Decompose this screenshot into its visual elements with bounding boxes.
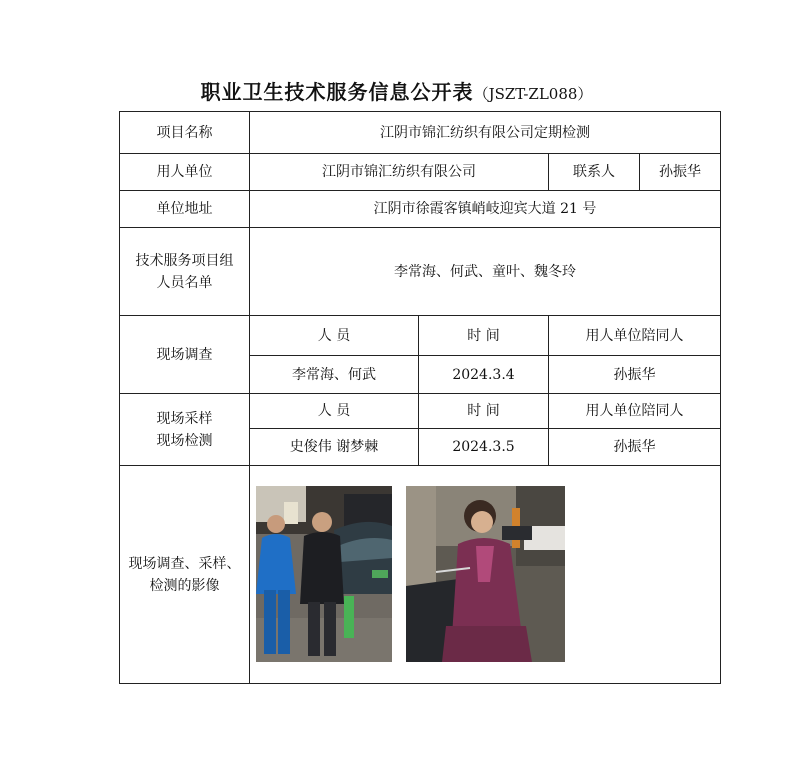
survey-escort: 孙振华 xyxy=(549,356,721,394)
address-label: 单位地址 xyxy=(120,191,250,228)
employer-value: 江阴市锦汇纺织有限公司 xyxy=(250,154,549,191)
sampling-time: 2024.3.5 xyxy=(419,429,549,466)
row-team xyxy=(120,228,721,316)
sampling-label xyxy=(120,394,250,466)
survey-header-time: 时 间 xyxy=(419,316,549,356)
address-value: 江阴市徐霞客镇峭岐迎宾大道 21 号 xyxy=(250,191,721,228)
site-photo-workers xyxy=(256,486,392,662)
employer-label: 用人单位 xyxy=(120,154,250,191)
row-address xyxy=(120,191,721,228)
photos-label: 现场调查、采样、检测的影像 xyxy=(120,466,250,684)
survey-header-person: 人 员 xyxy=(250,316,419,356)
row-survey-header xyxy=(120,316,721,356)
sampling-escort: 孙振华 xyxy=(549,429,721,466)
survey-label: 现场调查 xyxy=(120,316,250,394)
survey-time: 2024.3.4 xyxy=(419,356,549,394)
team-value: 李常海、何武、童叶、魏冬玲 xyxy=(250,228,721,316)
site-photo-measurement xyxy=(406,486,565,662)
page-title xyxy=(0,76,793,105)
survey-header-escort: 用人单位陪同人 xyxy=(549,316,721,356)
row-sampling-header xyxy=(120,394,721,429)
sampling-label-line2: 现场检测 xyxy=(156,432,213,449)
survey-person: 李常海、何武 xyxy=(250,356,419,394)
sampling-label-line1: 现场采样 xyxy=(156,410,213,427)
form-code: （JSZT-ZL088） xyxy=(473,85,593,103)
team-label: 技术服务项目组人员名单 xyxy=(120,228,250,316)
project-name-label: 项目名称 xyxy=(120,112,250,154)
row-project-name xyxy=(120,112,721,154)
sampling-person: 史俊伟 谢梦棘 xyxy=(250,429,419,466)
title-main: 职业卫生技术服务信息公开表 xyxy=(200,80,474,104)
row-employer xyxy=(120,154,721,191)
sampling-header-person: 人 员 xyxy=(250,394,419,429)
sampling-header-escort: 用人单位陪同人 xyxy=(549,394,721,429)
project-name-value: 江阴市锦汇纺织有限公司定期检测 xyxy=(250,112,721,154)
contact-label: 联系人 xyxy=(549,154,640,191)
contact-value: 孙振华 xyxy=(640,154,721,191)
sampling-header-time: 时 间 xyxy=(419,394,549,429)
